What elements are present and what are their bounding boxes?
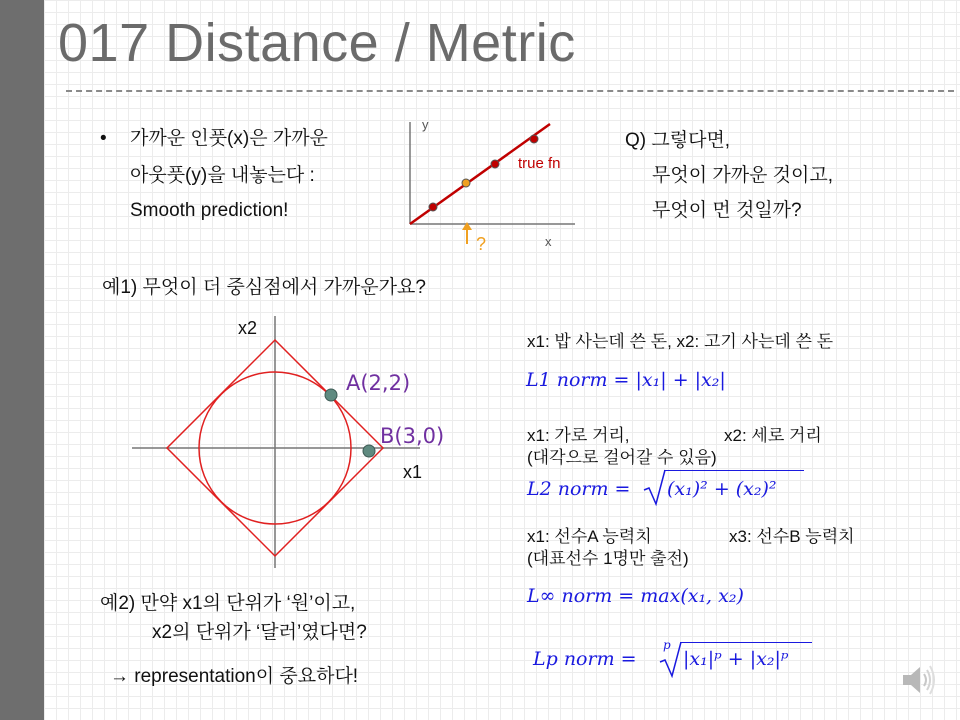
plot-point xyxy=(530,135,538,143)
lp-formula-lhs: Lp norm = xyxy=(533,648,637,670)
norm-ball-diagram xyxy=(120,310,460,575)
linf-description-2: x3: 선수B 능력치 xyxy=(729,527,855,546)
bullet-line-3: Smooth prediction! xyxy=(130,200,289,221)
bullet-line-1: 가까운 인풋(x)은 가까운 xyxy=(130,128,328,149)
conclusion-text: → representation이 중요하다! xyxy=(110,666,359,687)
question-line-1: Q) 그렇다면, xyxy=(625,130,731,151)
example2-line-2: x2의 단위가 ‘달러’였다면? xyxy=(152,622,367,643)
l2-description-3: (대각으로 걸어갈 수 있음) xyxy=(527,448,717,467)
question-line-3: 무엇이 먼 것일까? xyxy=(652,200,802,221)
left-sidebar-bar xyxy=(0,0,44,720)
slide-title: 017 Distance / Metric xyxy=(58,13,576,73)
point-b xyxy=(363,445,375,457)
linf-formula: L∞ norm = max(x₁, x₂) xyxy=(527,585,744,607)
l2-radical-bar xyxy=(664,470,804,471)
query-arrow-head xyxy=(462,222,472,230)
point-b-label: B(3,0) xyxy=(380,424,445,448)
l1-formula: L1 norm = |x₁| + |x₂| xyxy=(526,369,726,391)
title-divider xyxy=(66,90,954,92)
diagram-y-label: x2 xyxy=(238,318,258,338)
l2-formula-radicand: (x₁)² + (x₂)² xyxy=(667,478,777,500)
point-a-label: A(2,2) xyxy=(346,371,411,395)
diagram-x-label: x1 xyxy=(403,462,423,482)
plot-point xyxy=(491,160,499,168)
query-question-mark: ? xyxy=(476,234,487,254)
speaker-icon[interactable] xyxy=(900,662,938,698)
example1-text: 예1) 무엇이 더 중심점에서 가까운가요? xyxy=(102,277,426,298)
smooth-function-plot xyxy=(400,112,590,262)
l1-description: x1: 밥 사는데 쓴 돈, x2: 고기 사는데 쓴 돈 xyxy=(527,332,834,351)
linf-description-3: (대표선수 1명만 출전) xyxy=(527,549,689,568)
l2-formula-lhs: L2 norm = xyxy=(527,478,631,500)
l2-description-2: x2: 세로 거리 xyxy=(724,426,822,445)
l2-radical-sign xyxy=(643,468,667,506)
lp-radical-bar xyxy=(680,642,812,643)
bullet-dot: • xyxy=(100,128,107,149)
lp-root-index: p xyxy=(663,638,671,652)
question-line-2: 무엇이 가까운 것이고, xyxy=(652,165,834,186)
bullet-line-2: 아웃풋(y)을 내놓는다 : xyxy=(130,165,315,186)
linf-description-1: x1: 선수A 능력치 xyxy=(527,527,652,546)
example2-line-1: 예2) 만약 x1의 단위가 ‘원’이고, xyxy=(100,593,356,614)
plot-point xyxy=(429,203,437,211)
lp-formula-radicand: |x₁|ᵖ + |x₂|ᵖ xyxy=(683,648,789,670)
plot-x-label: x xyxy=(545,234,552,249)
plot-query-point xyxy=(462,179,470,187)
true-fn-label: true fn xyxy=(518,155,561,172)
lp-radical-sign xyxy=(659,642,683,678)
plot-y-label: y xyxy=(422,117,429,132)
l2-description-1: x1: 가로 거리, xyxy=(527,426,630,445)
point-a xyxy=(325,389,337,401)
